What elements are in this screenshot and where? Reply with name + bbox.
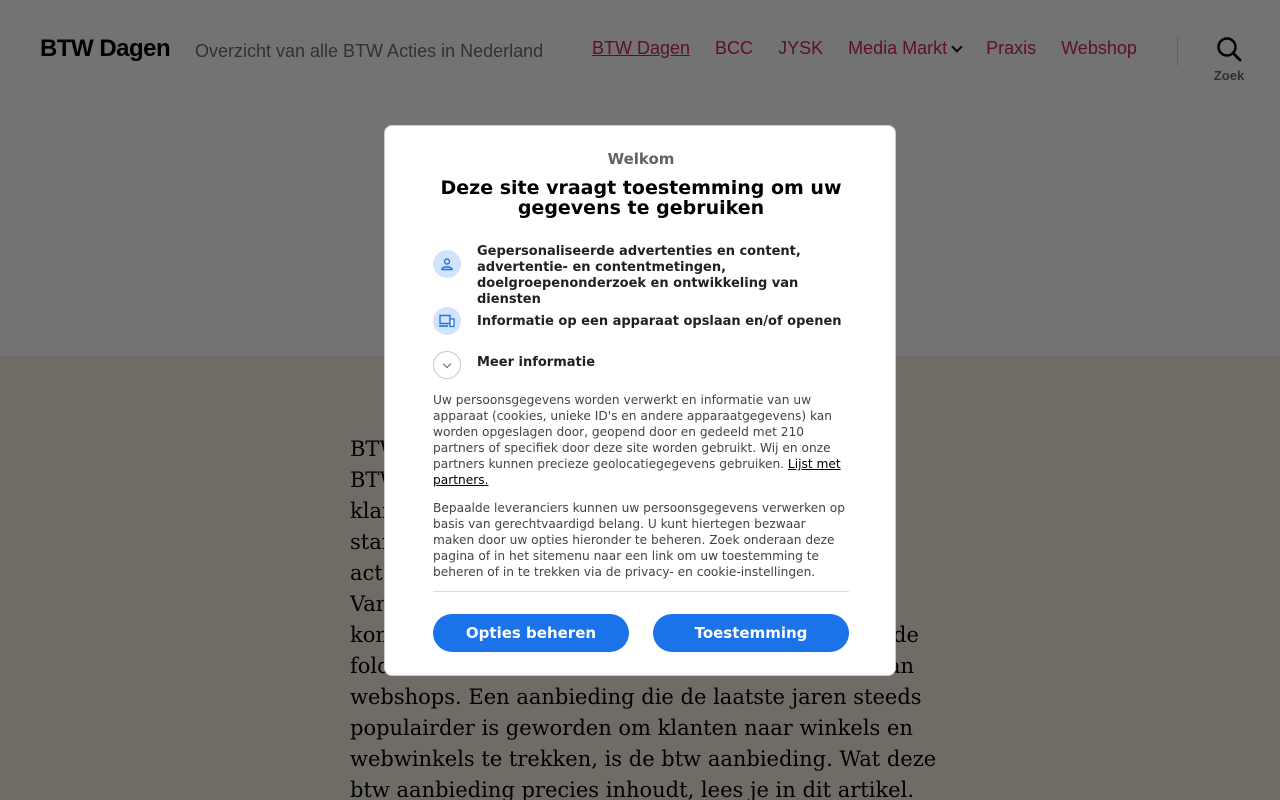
more-info-toggle[interactable] (433, 351, 849, 379)
more-info-label: Meer informatie (477, 355, 596, 370)
consent-dialog (384, 125, 896, 676)
consent-welcome: Welkom (607, 150, 675, 168)
consent-paragraph-text: Uw persoonsgegevens worden verwerkt en informatie van uw apparaat (cookies, unieke ID's en andere apparaatgegevens) kan worden opgeslagen door, geopend door en gedeeld met 210 partners of specifiek door deze site worden gebruikt. Wij en onze partners kunnen precieze geolocatiegegevens gebruiken. (433, 393, 832, 471)
purpose-personalised-ads (433, 244, 849, 308)
partners-link[interactable]: Lijst met partners. (433, 457, 841, 487)
manage-options-button[interactable]: Opties beheren (433, 614, 629, 652)
consent-title: Deze site vraagt toestemming om uw gegevens te gebruiken (440, 177, 842, 219)
purpose-device-storage (433, 307, 849, 335)
consent-paragraph-legitimate-interest: Bepaalde leveranciers kunnen uw persoonsgegevens verwerken op basis van gerechtvaardigd belang. U kunt hiertegen bezwaar maken door uw opties hieronder te beheren. Zoek onderaan deze pagina of in het sitemenu naar een link om uw toestemming te beheren of in te trekken via de privacy- en cookie-instellingen. (433, 501, 845, 579)
dialog-divider (433, 591, 849, 592)
devices-icon (433, 307, 461, 335)
chevron-down-icon[interactable] (433, 351, 461, 379)
consent-button[interactable]: Toestemming (653, 614, 849, 652)
purpose-text: Informatie op een apparaat opslaan en/of openen (477, 314, 842, 329)
person-icon (433, 250, 461, 278)
consent-paragraph-data (433, 392, 849, 488)
purpose-text: Gepersonaliseerde advertenties en content, advertentie- en contentmetingen, doelgroepenonderzoek en ontwikkeling van diensten (477, 244, 801, 307)
